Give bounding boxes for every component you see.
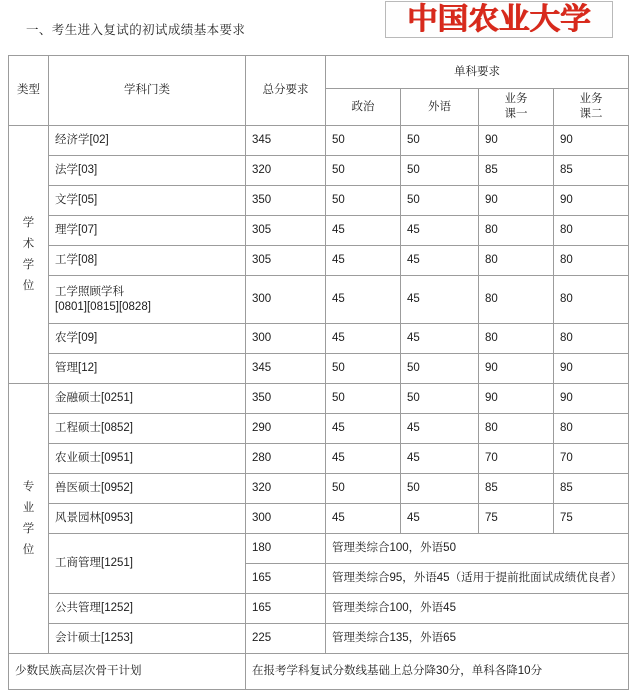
foreign-score: 50	[401, 384, 479, 414]
column-header-type: 类型	[9, 56, 49, 126]
total-score: 320	[246, 474, 326, 504]
column-header-foreign-language: 外语	[401, 89, 479, 126]
group-label-academic-text: 学术学位	[22, 216, 35, 292]
major-one-score: 80	[479, 414, 554, 444]
major-one-score: 90	[479, 354, 554, 384]
subject-name: 农业硕士[0951]	[49, 444, 246, 474]
table-row	[9, 216, 629, 246]
politics-score: 45	[326, 324, 401, 354]
major-one-score: 80	[479, 246, 554, 276]
major-one-score: 90	[479, 126, 554, 156]
foreign-score: 45	[401, 246, 479, 276]
politics-score: 45	[326, 246, 401, 276]
major-one-score: 80	[479, 324, 554, 354]
single-subject-note: 管理类综合135，外语65	[326, 624, 629, 654]
politics-score: 45	[326, 414, 401, 444]
table-row	[9, 186, 629, 216]
foreign-score: 45	[401, 504, 479, 534]
table-row	[9, 474, 629, 504]
major-one-score: 80	[479, 276, 554, 324]
total-score: 225	[246, 624, 326, 654]
foreign-score: 45	[401, 444, 479, 474]
politics-score: 50	[326, 126, 401, 156]
university-logo-text: 中国农业大学	[407, 1, 591, 37]
major-two-line1: 业务	[579, 93, 603, 105]
total-score: 300	[246, 324, 326, 354]
major-two-score: 85	[554, 474, 629, 504]
table-row	[9, 324, 629, 354]
total-score: 350	[246, 186, 326, 216]
major-two-score: 90	[554, 186, 629, 216]
major-two-score: 80	[554, 276, 629, 324]
total-score: 305	[246, 216, 326, 246]
total-score: 165	[246, 594, 326, 624]
politics-score: 45	[326, 444, 401, 474]
column-header-politics: 政治	[326, 89, 401, 126]
politics-score: 50	[326, 156, 401, 186]
politics-score: 50	[326, 384, 401, 414]
table-row	[9, 444, 629, 474]
table-row	[9, 414, 629, 444]
major-two-line2: 课二	[579, 108, 603, 120]
page-title: 一、考生进入复试的初试成绩基本要求	[26, 23, 246, 37]
total-score: 290	[246, 414, 326, 444]
foreign-score: 45	[401, 414, 479, 444]
subject-name: 经济学[02]	[49, 126, 246, 156]
total-score: 305	[246, 246, 326, 276]
table-row-minority-plan	[9, 654, 629, 690]
table-row	[9, 594, 629, 624]
major-two-score: 90	[554, 354, 629, 384]
subject-name-line2: [0801][0815][0828]	[55, 300, 151, 313]
single-subject-note: 管理类综合95，外语45（适用于提前批面试成绩优良者）	[326, 564, 629, 594]
total-score: 165	[246, 564, 326, 594]
foreign-score: 50	[401, 186, 479, 216]
table-row	[9, 354, 629, 384]
group-label-professional-text: 专业学位	[22, 480, 35, 556]
politics-score: 45	[326, 504, 401, 534]
group-label-professional	[9, 384, 49, 654]
table-body	[9, 126, 629, 690]
single-subject-note: 管理类综合100，外语45	[326, 594, 629, 624]
major-two-score: 80	[554, 324, 629, 354]
major-two-score: 70	[554, 444, 629, 474]
major-one-score: 85	[479, 474, 554, 504]
subject-name: 法学[03]	[49, 156, 246, 186]
politics-score: 50	[326, 354, 401, 384]
politics-score: 45	[326, 276, 401, 324]
major-one-score: 90	[479, 384, 554, 414]
total-score: 320	[246, 156, 326, 186]
table-header-row-1	[9, 56, 629, 89]
subject-name: 工学[08]	[49, 246, 246, 276]
major-one-line1: 业务	[504, 93, 528, 105]
foreign-score: 50	[401, 156, 479, 186]
table-row	[9, 504, 629, 534]
group-label-academic	[9, 126, 49, 384]
subject-name: 公共管理[1252]	[49, 594, 246, 624]
subject-name: 农学[09]	[49, 324, 246, 354]
column-header-total-score: 总分要求	[246, 56, 326, 126]
major-two-score: 85	[554, 156, 629, 186]
foreign-score: 50	[401, 474, 479, 504]
subject-name: 工商管理[1251]	[49, 534, 246, 594]
minority-plan-note: 在报考学科复试分数线基础上总分降30分，单科各降10分	[246, 654, 629, 690]
table-row	[9, 384, 629, 414]
foreign-score: 50	[401, 354, 479, 384]
total-score: 180	[246, 534, 326, 564]
university-logo-box	[385, 1, 613, 38]
major-two-score: 80	[554, 216, 629, 246]
subject-name: 文学[05]	[49, 186, 246, 216]
politics-score: 50	[326, 186, 401, 216]
politics-score: 50	[326, 474, 401, 504]
total-score: 280	[246, 444, 326, 474]
subject-name: 工程硕士[0852]	[49, 414, 246, 444]
minority-plan-label: 少数民族高层次骨干计划	[9, 654, 246, 690]
page-header	[0, 0, 635, 46]
major-two-score: 80	[554, 246, 629, 276]
total-score: 350	[246, 384, 326, 414]
foreign-score: 45	[401, 216, 479, 246]
table-row	[9, 276, 629, 324]
table-head	[9, 56, 629, 126]
total-score: 345	[246, 126, 326, 156]
major-two-score: 75	[554, 504, 629, 534]
foreign-score: 45	[401, 324, 479, 354]
subject-name: 风景园林[0953]	[49, 504, 246, 534]
subject-name: 会计硕士[1253]	[49, 624, 246, 654]
foreign-score: 50	[401, 126, 479, 156]
total-score: 300	[246, 276, 326, 324]
table-row	[9, 246, 629, 276]
subject-name-line1: 工学照顾学科	[55, 285, 124, 298]
major-one-line2: 课一	[504, 108, 528, 120]
major-one-score: 70	[479, 444, 554, 474]
column-header-single-subject-group: 单科要求	[326, 56, 629, 89]
column-header-subject: 学科门类	[49, 56, 246, 126]
column-header-major-two	[554, 89, 629, 126]
subject-name: 管理[12]	[49, 354, 246, 384]
major-one-score: 80	[479, 216, 554, 246]
major-one-score: 85	[479, 156, 554, 186]
table-row	[9, 126, 629, 156]
score-table-wrapper	[8, 55, 628, 690]
major-two-score: 90	[554, 384, 629, 414]
table-row	[9, 534, 629, 564]
major-one-score: 90	[479, 186, 554, 216]
major-two-score: 90	[554, 126, 629, 156]
subject-name	[49, 276, 246, 324]
score-requirements-table	[8, 55, 629, 690]
table-row	[9, 624, 629, 654]
politics-score: 45	[326, 216, 401, 246]
table-row	[9, 156, 629, 186]
foreign-score: 45	[401, 276, 479, 324]
total-score: 300	[246, 504, 326, 534]
column-header-major-one	[479, 89, 554, 126]
total-score: 345	[246, 354, 326, 384]
subject-name: 兽医硕士[0952]	[49, 474, 246, 504]
major-two-score: 80	[554, 414, 629, 444]
subject-name: 理学[07]	[49, 216, 246, 246]
single-subject-note: 管理类综合100，外语50	[326, 534, 629, 564]
subject-name: 金融硕士[0251]	[49, 384, 246, 414]
major-one-score: 75	[479, 504, 554, 534]
